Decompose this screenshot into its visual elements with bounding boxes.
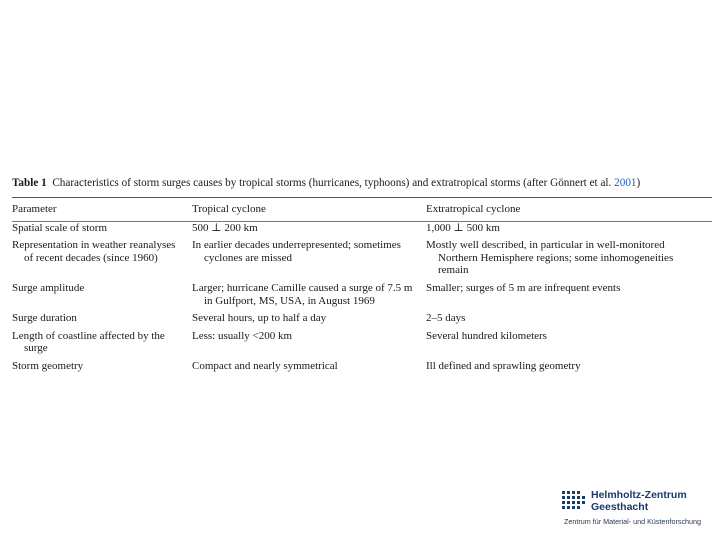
logo-subtitle: Zentrum für Material- und Küstenforschung: [564, 517, 702, 526]
storm-characteristics-table: [12, 198, 712, 378]
tropical-cell: Larger; hurricane Camille caused a surge of 7.5 m in Gulfport, MS, USA, in August 1969: [192, 281, 413, 307]
caption-text: Characteristics of storm surges causes by tropical storms (hurricanes, typhoons) and extratropical storms (after Gönnert et al.: [52, 177, 615, 189]
tropical-cell: Less: usually <200 km: [192, 329, 293, 342]
table-row: [12, 312, 712, 330]
tropical-cell: 500 ⊥ 200 km: [192, 221, 258, 234]
tropical-cell: Several hours, up to half a day: [192, 312, 327, 325]
helmholtz-logo: [562, 489, 712, 533]
extratropical-cell: Mostly well described, in particular in well-monitored Northern Hemisphere regions; some inhomogeneities remain: [426, 239, 674, 277]
logo-dots-icon: [562, 491, 586, 513]
logo-name-line2: Geesthacht: [591, 501, 649, 513]
citation-year-link[interactable]: 2001: [614, 177, 637, 189]
extratropical-cell: 2–5 days: [426, 312, 466, 325]
extratropical-cell: Smaller; surges of 5 m are infrequent events: [426, 281, 621, 294]
tropical-cell: Compact and nearly symmetrical: [192, 359, 338, 372]
extratropical-cell: Several hundred kilometers: [426, 329, 547, 342]
extratropical-cell: 1,000 ⊥ 500 km: [426, 221, 500, 234]
parameter-cell: Length of coastline affected by the surge: [12, 329, 165, 355]
header-tropical: Tropical cyclone: [192, 203, 266, 215]
table-block: [12, 176, 712, 378]
parameter-cell: Surge duration: [12, 312, 77, 325]
header-extratropical: Extratropical cyclone: [426, 203, 521, 215]
table-row: [12, 222, 712, 240]
caption-close: ): [636, 177, 641, 189]
header-parameter: Parameter: [12, 203, 57, 215]
parameter-cell: Surge amplitude: [12, 281, 85, 294]
logo-name-line1: Helmholtz-Zentrum: [591, 489, 687, 501]
table-row: [12, 330, 712, 360]
table-row: [12, 360, 712, 378]
table-row: [12, 239, 712, 282]
header-row: [12, 198, 712, 221]
parameter-cell: Representation in weather reanalyses of recent decades (since 1960): [12, 239, 176, 264]
parameter-cell: Storm geometry: [12, 359, 84, 372]
logo-name: [591, 489, 687, 513]
extratropical-cell: Ill defined and sprawling geometry: [426, 359, 581, 372]
tropical-cell: In earlier decades underrepresented; sometimes cyclones are missed: [192, 239, 401, 264]
parameter-cell: Spatial scale of storm: [12, 221, 108, 234]
table-label: Table 1: [12, 177, 47, 189]
table-caption: [12, 176, 712, 190]
table-row: [12, 282, 712, 312]
